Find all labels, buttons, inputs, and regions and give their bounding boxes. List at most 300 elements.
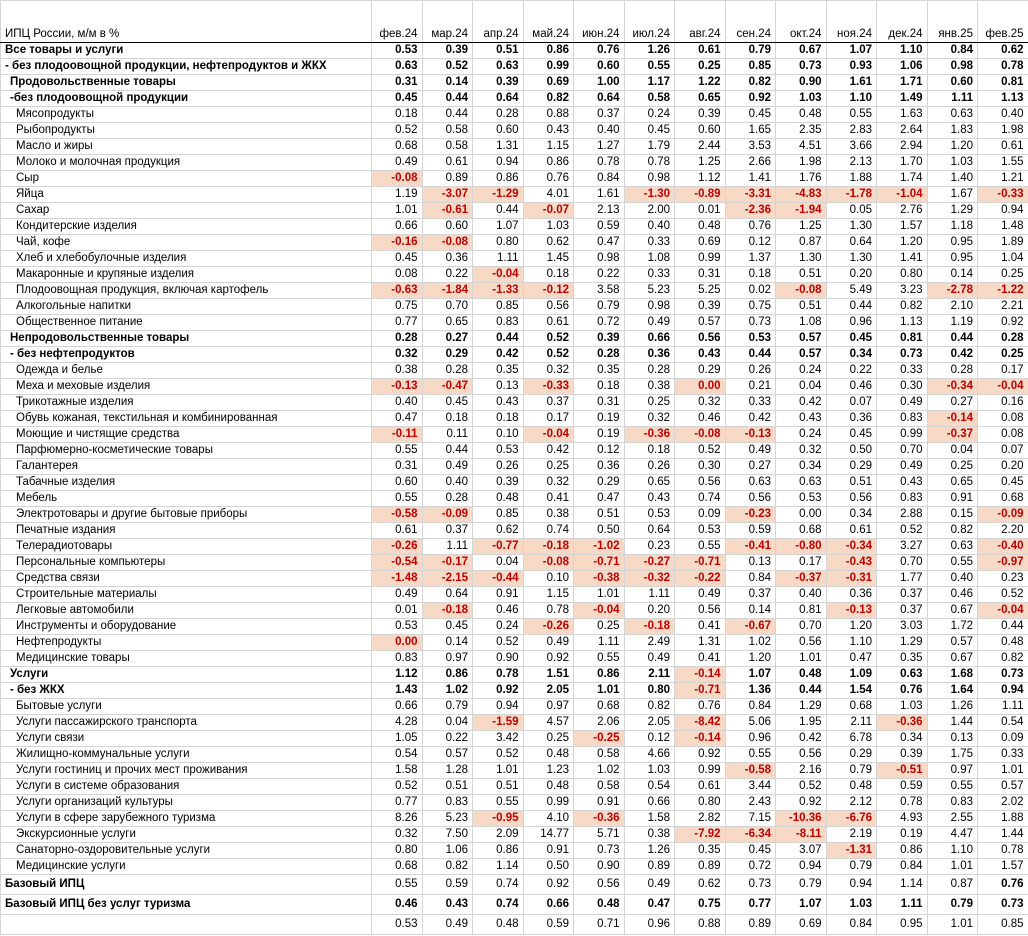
cell: 0.92: [523, 875, 574, 895]
cell: 1.01: [574, 683, 625, 699]
cell: 1.76: [776, 171, 827, 187]
cell: -0.51: [877, 763, 928, 779]
cell: 0.48: [776, 667, 827, 683]
table-row: [1, 443, 1028, 459]
table-row: [1, 763, 1028, 779]
cell: 0.52: [776, 779, 827, 795]
cell: 1.04: [978, 251, 1028, 267]
cell: 0.42: [927, 347, 978, 363]
cell: -0.18: [624, 619, 675, 635]
row-label: Медицинские товары: [1, 651, 372, 667]
cell: -2.36: [725, 203, 776, 219]
cell: 2.88: [877, 507, 928, 523]
cell: 0.51: [826, 475, 877, 491]
cell: 1.11: [927, 91, 978, 107]
cell: 0.45: [826, 331, 877, 347]
cell: -0.58: [725, 763, 776, 779]
cell: 0.13: [473, 379, 524, 395]
cell: 1.03: [826, 895, 877, 915]
cell: 0.48: [574, 895, 625, 915]
cell: 2.05: [624, 715, 675, 731]
cell: 3.53: [725, 139, 776, 155]
cell: 1.28: [422, 763, 473, 779]
cell: 0.32: [372, 827, 423, 843]
cell: 0.96: [725, 731, 776, 747]
cell: 0.27: [927, 395, 978, 411]
cell: 0.38: [372, 363, 423, 379]
cell: 1.31: [473, 139, 524, 155]
cell: 0.53: [473, 443, 524, 459]
cell: 0.17: [523, 411, 574, 427]
cell: 0.53: [624, 507, 675, 523]
cell: 5.25: [675, 283, 726, 299]
cell: 2.02: [978, 795, 1028, 811]
cell: 0.91: [574, 795, 625, 811]
cell: 1.27: [574, 139, 625, 155]
cell: 4.01: [523, 187, 574, 203]
cell: 1.19: [372, 187, 423, 203]
cell: 0.10: [523, 571, 574, 587]
cell: 0.27: [422, 331, 473, 347]
cell: 0.39: [877, 747, 928, 763]
cell: 1.75: [927, 747, 978, 763]
table-row: [1, 507, 1028, 523]
cell: 8.26: [372, 811, 423, 827]
cell: 2.64: [877, 123, 928, 139]
cell: 0.25: [675, 59, 726, 75]
row-label: Продовольственные товары: [1, 75, 372, 91]
cell: 1.88: [826, 171, 877, 187]
cell: 0.49: [725, 443, 776, 459]
cell: -0.18: [523, 539, 574, 555]
cell: 0.43: [624, 491, 675, 507]
cell: 0.44: [978, 619, 1028, 635]
cell: -0.77: [473, 539, 524, 555]
cell: 0.40: [372, 395, 423, 411]
cell: 0.43: [877, 475, 928, 491]
cell: 1.13: [978, 91, 1028, 107]
cell: -0.14: [675, 731, 726, 747]
cell: 0.62: [978, 43, 1028, 59]
cell: 0.73: [574, 843, 625, 859]
cell: 0.04: [776, 379, 827, 395]
cell: -0.37: [927, 427, 978, 443]
table-row: [1, 747, 1028, 763]
cell: 0.47: [574, 491, 625, 507]
cell: 0.58: [422, 123, 473, 139]
cell: 0.30: [675, 459, 726, 475]
cell: 0.76: [523, 171, 574, 187]
cell: 0.62: [675, 875, 726, 895]
cell: 0.40: [422, 475, 473, 491]
cell: 1.14: [473, 859, 524, 875]
cell: 0.61: [826, 523, 877, 539]
cell: 0.15: [927, 507, 978, 523]
cell: 0.04: [927, 443, 978, 459]
cell: 3.07: [776, 843, 827, 859]
cell: 0.65: [675, 91, 726, 107]
cell: 0.35: [877, 651, 928, 667]
cell: 0.43: [473, 395, 524, 411]
cell: 0.12: [725, 235, 776, 251]
cell: 1.03: [877, 699, 928, 715]
cell: 1.98: [978, 123, 1028, 139]
cell: 0.49: [624, 875, 675, 895]
row-label: Трикотажные изделия: [1, 395, 372, 411]
cell: 0.17: [978, 363, 1028, 379]
cell: -0.37: [776, 571, 827, 587]
cell: 0.28: [624, 363, 675, 379]
cell: 0.98: [624, 299, 675, 315]
column-header: фев.24: [372, 1, 423, 43]
cell: -0.12: [523, 283, 574, 299]
cell: 5.71: [574, 827, 625, 843]
cell: 0.26: [473, 459, 524, 475]
column-header: авг.24: [675, 1, 726, 43]
cell: 0.18: [422, 411, 473, 427]
cell: 0.53: [372, 915, 423, 935]
cell: 2.83: [826, 123, 877, 139]
cell: 0.78: [978, 843, 1028, 859]
cell: 0.33: [725, 395, 776, 411]
table-row: [1, 539, 1028, 555]
cell: 0.78: [473, 667, 524, 683]
cell: -1.84: [422, 283, 473, 299]
cell: 0.89: [422, 171, 473, 187]
cell: 0.73: [725, 875, 776, 895]
row-label: Санаторно-оздоровительные услуги: [1, 843, 372, 859]
cell: 1.30: [776, 251, 827, 267]
cell: 1.44: [927, 715, 978, 731]
table-row: [1, 915, 1028, 935]
cell: -0.34: [927, 379, 978, 395]
cell: 0.80: [372, 843, 423, 859]
cell: 0.34: [826, 347, 877, 363]
cell: 0.33: [877, 363, 928, 379]
cell: -0.97: [978, 555, 1028, 571]
cell: 1.10: [826, 91, 877, 107]
cell: 0.96: [624, 915, 675, 935]
cell: 0.20: [978, 459, 1028, 475]
cell: 0.90: [473, 651, 524, 667]
row-label: Сыр: [1, 171, 372, 187]
table-row: [1, 139, 1028, 155]
cell: 0.13: [725, 555, 776, 571]
cell: 2.16: [776, 763, 827, 779]
cell: 0.68: [574, 699, 625, 715]
table-row: [1, 203, 1028, 219]
cell: 1.26: [624, 843, 675, 859]
cell: 1.01: [574, 587, 625, 603]
column-header: фев.25: [978, 1, 1028, 43]
cell: 0.64: [574, 91, 625, 107]
cell: 0.59: [574, 219, 625, 235]
cell: 0.63: [473, 59, 524, 75]
cell: 0.55: [372, 491, 423, 507]
cell: 1.18: [927, 219, 978, 235]
cell: 0.16: [978, 395, 1028, 411]
cell: 0.35: [574, 363, 625, 379]
cell: 0.56: [826, 491, 877, 507]
cell: 0.32: [372, 347, 423, 363]
cell: -0.71: [675, 555, 726, 571]
table-row: [1, 571, 1028, 587]
cell: 0.43: [422, 895, 473, 915]
cell: -0.04: [978, 379, 1028, 395]
cell: 1.10: [877, 43, 928, 59]
table-row: [1, 795, 1028, 811]
cell: 0.64: [422, 587, 473, 603]
cell: 2.43: [725, 795, 776, 811]
cell: 0.43: [776, 411, 827, 427]
cell: 0.51: [574, 507, 625, 523]
cell: 0.47: [624, 895, 675, 915]
cell: 0.49: [523, 635, 574, 651]
cell: 0.99: [675, 251, 726, 267]
cell: 0.83: [473, 315, 524, 331]
cell: 0.77: [372, 795, 423, 811]
row-label: Мясопродукты: [1, 107, 372, 123]
table-row: [1, 603, 1028, 619]
cell: 0.63: [776, 475, 827, 491]
cell: 0.95: [927, 251, 978, 267]
cell: 0.52: [523, 347, 574, 363]
cell: 0.60: [675, 123, 726, 139]
cell: 4.93: [877, 811, 928, 827]
cell: 0.68: [372, 139, 423, 155]
cell: -0.08: [776, 283, 827, 299]
row-label: Сахар: [1, 203, 372, 219]
cell: 0.75: [725, 299, 776, 315]
cell: 1.07: [776, 895, 827, 915]
column-header: янв.25: [927, 1, 978, 43]
cell: 0.85: [473, 299, 524, 315]
cell: 0.87: [776, 235, 827, 251]
cell: 0.34: [877, 731, 928, 747]
cell: 0.70: [877, 443, 928, 459]
cell: 0.72: [574, 315, 625, 331]
cell: 0.22: [826, 363, 877, 379]
cell: 0.28: [422, 363, 473, 379]
table-row: [1, 59, 1028, 75]
cell: 1.20: [826, 619, 877, 635]
row-label: Строительные материалы: [1, 587, 372, 603]
cell: 1.57: [978, 859, 1028, 875]
cell: 4.10: [523, 811, 574, 827]
cell: 5.49: [826, 283, 877, 299]
cell: 0.40: [978, 107, 1028, 123]
cell: -0.04: [978, 603, 1028, 619]
cell: 0.73: [877, 347, 928, 363]
cell: 0.29: [675, 363, 726, 379]
cell: 1.49: [877, 91, 928, 107]
cell: 0.40: [574, 123, 625, 139]
row-label: Услуги в системе образования: [1, 779, 372, 795]
cell: 0.82: [523, 91, 574, 107]
cell: 2.44: [675, 139, 726, 155]
cell: 0.78: [523, 603, 574, 619]
cell: 0.63: [725, 475, 776, 491]
cell: 0.24: [624, 107, 675, 123]
row-label: Базовый ИПЦ: [1, 875, 372, 895]
cell: 0.18: [574, 379, 625, 395]
cell: 0.85: [725, 59, 776, 75]
cell: 0.45: [826, 427, 877, 443]
cell: 0.71: [574, 915, 625, 935]
cell: 5.23: [624, 283, 675, 299]
cell: 1.61: [574, 187, 625, 203]
cell: -0.71: [675, 683, 726, 699]
cell: 0.52: [372, 779, 423, 795]
cell: 0.54: [978, 715, 1028, 731]
cell: 0.64: [473, 91, 524, 107]
cell: -0.08: [372, 171, 423, 187]
cell: 0.18: [624, 443, 675, 459]
cell: 0.56: [776, 635, 827, 651]
cell: 0.79: [776, 875, 827, 895]
table-row: [1, 619, 1028, 635]
cell: 0.19: [877, 827, 928, 843]
cell: 0.52: [473, 635, 524, 651]
cell: 0.64: [624, 523, 675, 539]
cell: 0.52: [523, 331, 574, 347]
table-row: [1, 651, 1028, 667]
cell: 0.41: [675, 619, 726, 635]
row-label: Все товары и услуги: [1, 43, 372, 59]
cell: 0.36: [826, 411, 877, 427]
cell: -8.11: [776, 827, 827, 843]
cell: 0.58: [624, 91, 675, 107]
cell: 0.35: [675, 843, 726, 859]
table-row: [1, 491, 1028, 507]
cell: 0.80: [473, 235, 524, 251]
cell: 0.14: [725, 603, 776, 619]
cell: 0.73: [978, 895, 1028, 915]
cell: 0.59: [725, 523, 776, 539]
cell: 2.19: [826, 827, 877, 843]
cell: 0.88: [523, 107, 574, 123]
cell: 0.76: [725, 219, 776, 235]
cell: -0.07: [523, 203, 574, 219]
cell: 0.01: [372, 603, 423, 619]
cell: 0.56: [675, 475, 726, 491]
cell: 0.80: [877, 267, 928, 283]
column-header: мар.24: [422, 1, 473, 43]
cell: 2.20: [978, 523, 1028, 539]
cell: 0.86: [473, 171, 524, 187]
cell: 0.68: [826, 699, 877, 715]
cell: 1.61: [826, 75, 877, 91]
cell: 0.66: [523, 895, 574, 915]
cell: 0.45: [422, 395, 473, 411]
cell: 1.29: [776, 699, 827, 715]
cell: 1.12: [372, 667, 423, 683]
cell: 1.07: [826, 43, 877, 59]
page-title: ИПЦ России, м/м в %: [1, 1, 372, 43]
cell: 1.15: [523, 139, 574, 155]
cell: 3.44: [725, 779, 776, 795]
cell: 0.84: [725, 699, 776, 715]
cell: 4.57: [523, 715, 574, 731]
cell: 0.82: [877, 299, 928, 315]
cell: 0.99: [675, 763, 726, 779]
cell: 0.79: [725, 43, 776, 59]
cell: 0.39: [422, 43, 473, 59]
cell: 1.20: [725, 651, 776, 667]
cell: 0.78: [877, 795, 928, 811]
cell: 1.02: [725, 635, 776, 651]
cell: 0.68: [776, 523, 827, 539]
cell: 1.23: [523, 763, 574, 779]
cell: 0.55: [927, 779, 978, 795]
cell: 0.50: [826, 443, 877, 459]
cell: -3.31: [725, 187, 776, 203]
cell: -0.22: [675, 571, 726, 587]
cell: 3.23: [877, 283, 928, 299]
cell: -0.16: [372, 235, 423, 251]
cell: 0.92: [725, 91, 776, 107]
table-row: [1, 363, 1028, 379]
cell: 0.36: [422, 251, 473, 267]
cell: -0.09: [422, 507, 473, 523]
cell: 1.11: [877, 895, 928, 915]
row-label: - без плодоовощной продукции, нефтепродуктов и ЖКХ: [1, 59, 372, 75]
cell: 0.90: [776, 75, 827, 91]
cell: 0.65: [927, 475, 978, 491]
cell: 2.11: [624, 667, 675, 683]
cell: 0.48: [675, 219, 726, 235]
cell: 1.26: [624, 43, 675, 59]
row-label: Персональные компьютеры: [1, 555, 372, 571]
cell: 1.15: [523, 587, 574, 603]
cell: 0.57: [675, 315, 726, 331]
cell: 0.36: [574, 459, 625, 475]
cell: 1.58: [624, 811, 675, 827]
row-label: Базовый ИПЦ без услуг туризма: [1, 895, 372, 915]
cell: 0.52: [422, 59, 473, 75]
cell: 0.18: [523, 267, 574, 283]
table-row: [1, 427, 1028, 443]
row-label: Печатные издания: [1, 523, 372, 539]
column-header: июл.24: [624, 1, 675, 43]
cell: 0.83: [927, 795, 978, 811]
cell: 0.72: [725, 859, 776, 875]
row-label: Бытовые услуги: [1, 699, 372, 715]
row-label: Телерадиотовары: [1, 539, 372, 555]
table-row: [1, 155, 1028, 171]
cell: 0.34: [826, 507, 877, 523]
cell: 1.72: [927, 619, 978, 635]
row-label: - без нефтепродуктов: [1, 347, 372, 363]
row-label: Плодоовощная продукция, включая картофель: [1, 283, 372, 299]
cell: -1.33: [473, 283, 524, 299]
cell: 1.48: [978, 219, 1028, 235]
row-label: Услуги: [1, 667, 372, 683]
cell: -0.33: [978, 187, 1028, 203]
cell: 0.52: [372, 123, 423, 139]
row-label: Обувь кожаная, текстильная и комбинированная: [1, 411, 372, 427]
cell: -0.17: [422, 555, 473, 571]
cell: 0.55: [927, 555, 978, 571]
cell: 0.51: [776, 267, 827, 283]
table-row: [1, 411, 1028, 427]
cell: 1.17: [624, 75, 675, 91]
cell: 0.19: [574, 427, 625, 443]
cell: 0.61: [675, 43, 726, 59]
cell: 1.01: [473, 763, 524, 779]
table-row: [1, 283, 1028, 299]
cell: 14.77: [523, 827, 574, 843]
